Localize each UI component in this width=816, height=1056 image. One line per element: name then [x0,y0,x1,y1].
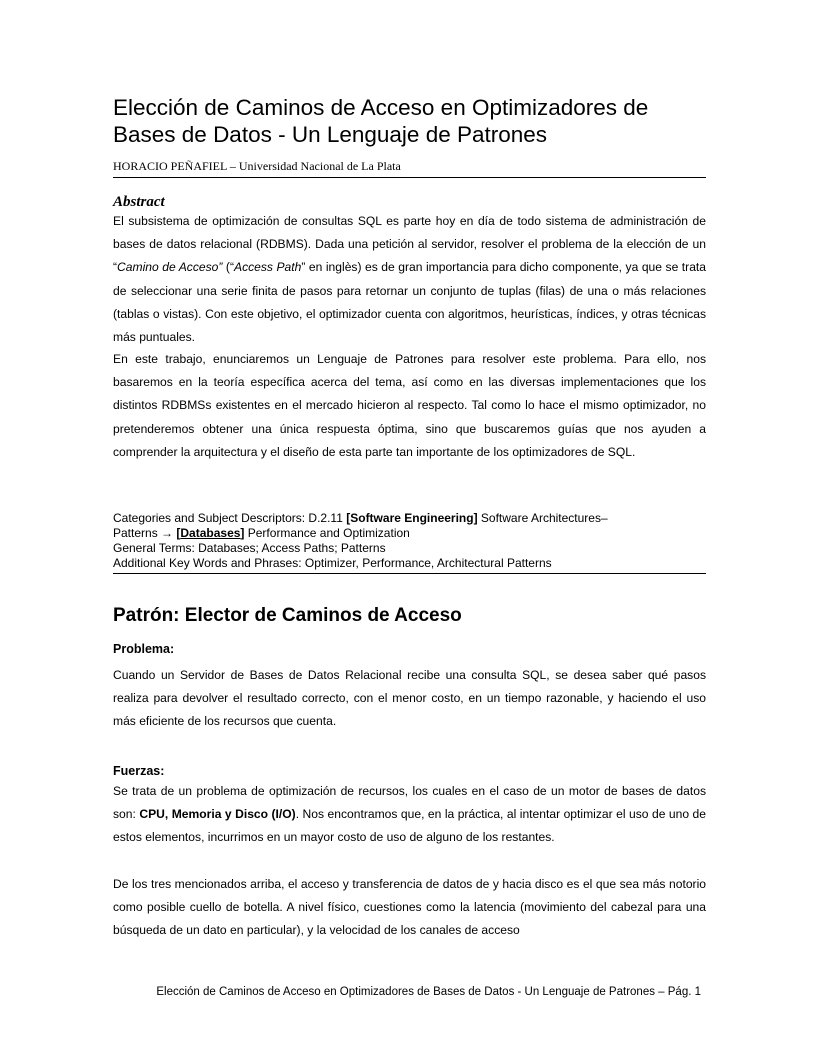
abstract-heading: Abstract [113,194,165,210]
descriptors-performance: Performance and Optimization [244,526,410,540]
descriptors-key-words: Additional Key Words and Phrases: Optimizer, Performance, Architectural Patterns [113,556,552,570]
fuerzas-heading: Fuerzas: [113,764,165,778]
descriptors-line-1 [113,511,713,526]
abstract-paragraph-1 [113,210,706,349]
descriptors-block [113,511,713,571]
descriptors-bracket-close: ] [240,526,245,540]
author-line: HORACIO PEÑAFIEL – Universidad Nacional de La Plata [113,159,401,173]
descriptors-databases: Databases [180,526,241,540]
fuerzas-paragraph-2: De los tres mencionados arriba, el acceso y transferencia de datos de y hacia disco es el que sea más notorio como posible cuello de botella. A nivel físico, cuestiones como la latencia (movimiento del cabezal para una búsqueda de un dato en particular), y la velocidad de los canales de acceso [113,877,706,938]
descriptors-bracket-open: [ [173,526,181,540]
fuerzas-p1-text-1: Se trata de un problema de optimización de recursos, los cuales en el caso de un motor de bases de datos son: [113,784,706,822]
abstract-p1-text-1: El subsistema de optimización de consultas SQL es parte hoy en día de todo sistema de administración de bases de datos relacional (RDBMS). Dada una petición al servidor, resolver el problema de la elección de un “ [113,214,706,275]
descriptors-divider [113,573,706,574]
descriptors-patterns: Patterns [113,526,162,540]
fuerzas-p1-text-2: . Nos encontramos que, en la práctica, al intentar optimizar el uso de uno de estos elementos, incurrimos en un mayor costo de uso de alguno de los restantes. [113,807,706,845]
page-footer: Elección de Caminos de Acceso en Optimizadores de Bases de Datos - Un Lenguaje de Patrones – Pág. 1 [156,986,701,998]
abstract-p1-access-path-term: Access Path [234,260,302,275]
header-divider [113,177,706,178]
descriptors-software-engineering: [Software Engineering] [346,511,478,525]
descriptors-general-terms: General Terms: Databases; Access Paths; Patterns [113,541,386,555]
fuerzas-resources: CPU, Memoria y Disco (I/O) [139,807,296,822]
abstract-paragraph-2: En este trabajo, enunciaremos un Lenguaje de Patrones para resolver este problema. Para ello, nos basaremos en la teoría específica acerca del tema, así como en las diversas implementaciones que los distintos RDBMSs existentes en el mercado hicieron al respecto. Tal como lo hace el mismo optimizador, no pretenderemos obtener una única respuesta óptima, sino que buscaremos guías que nos ayuden a comprender la arquitectura y el diseño de esta parte tan importante de los optimizadores de SQL. [113,352,706,459]
abstract-p1-camino-term: Camino de Acceso” [117,260,223,275]
descriptors-software-architectures: Software Architectures– [477,511,608,525]
abstract-p1-text-3: ” en inglès) es de gran importancia para dicho componente, ya que se trata de seleccionar una serie finita de pasos para retornar un conjunto de tuplas (filas) de una o más relaciones (tablas o vistas). Con este objetivo, el optimizador cuenta con algoritmos, heurísticas, índices, y otras técnicas más puntuales. [113,260,707,345]
section-title: Patrón: Elector de Caminos de Acceso [113,605,462,626]
descriptors-categories-label: Categories and Subject Descriptors: D.2.11 [113,511,347,525]
paper-title: Elección de Caminos de Acceso en Optimizadores de Bases de Datos - Un Lenguaje de Patrones [113,95,649,147]
problema-heading: Problema: [113,642,175,656]
fuerzas-paragraph-1 [113,780,706,850]
abstract-p1-text-2: (“ [222,260,234,275]
arrow-right-icon: → [161,526,174,540]
problema-paragraph: Cuando un Servidor de Bases de Datos Relacional recibe una consulta SQL, se desea saber qué pasos realiza para devolver el resultado correcto, con el menor costo, en un tiempo razonable, y haciendo el uso más eficiente de los recursos que cuenta. [113,668,706,729]
descriptors-line-2 [113,526,713,541]
